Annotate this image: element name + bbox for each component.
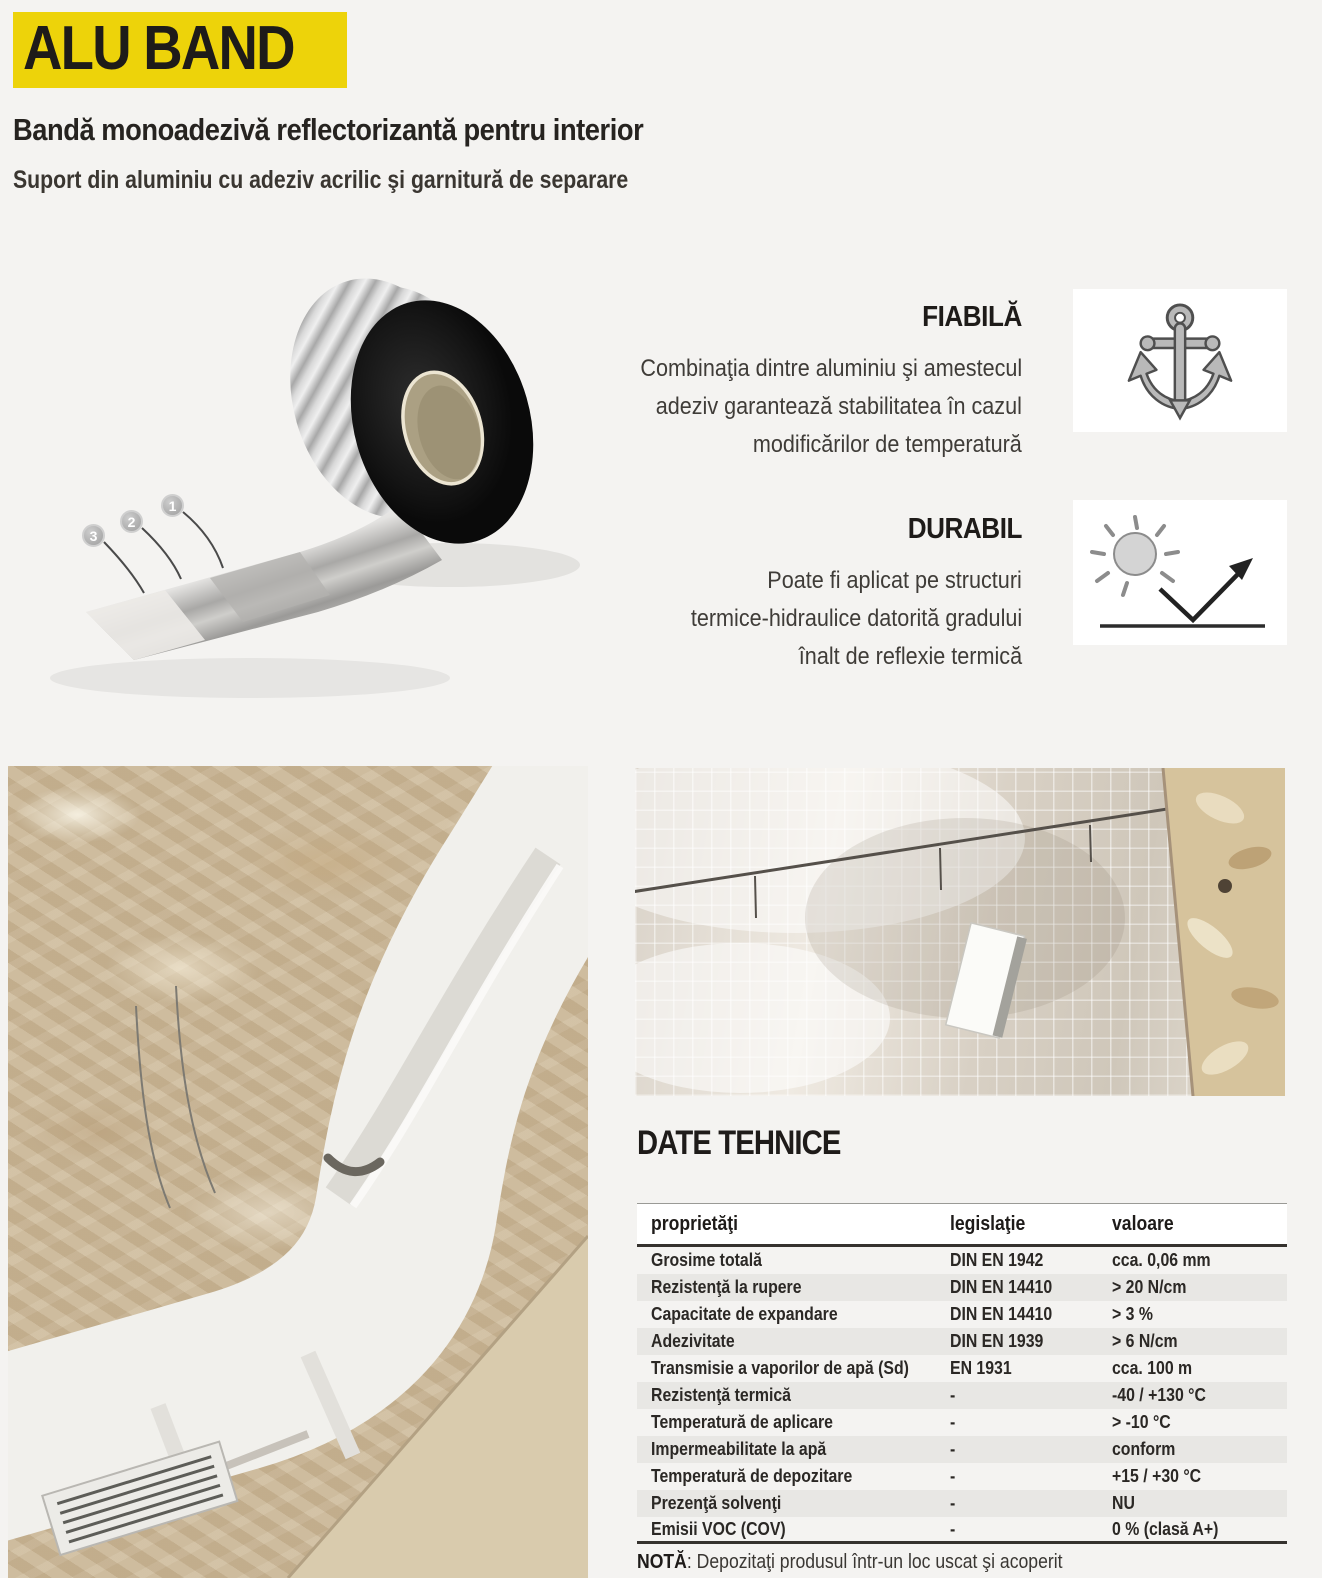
callout-2: 2 xyxy=(120,510,143,533)
note-text: : Depozitaţi produsul într-un loc uscat şi acoperit xyxy=(686,1551,1063,1573)
col-header-value: valoare xyxy=(1112,1212,1174,1235)
feature-text-line: înalt de reflexie termică xyxy=(798,643,1022,670)
cell-value: > 6 N/cm xyxy=(1112,1331,1178,1351)
callout-3: 3 xyxy=(82,524,105,547)
feature-icon-box-fiabila xyxy=(1073,289,1287,432)
cell-legislation: DIN EN 1939 xyxy=(950,1331,1044,1351)
cell-property: Transmisie a vaporilor de apă (Sd) xyxy=(651,1358,909,1378)
tech-section-heading: DATE TEHNICE xyxy=(637,1124,841,1162)
cell-legislation: - xyxy=(950,1493,956,1513)
cell-property: Prezenţă solvenţi xyxy=(651,1493,782,1513)
table-row xyxy=(637,1328,1287,1355)
table-row xyxy=(637,1382,1287,1409)
photo-duct-installation xyxy=(8,766,588,1578)
cell-value: > 3 % xyxy=(1112,1304,1153,1324)
table-row xyxy=(637,1274,1287,1301)
cell-value: -40 / +130 °C xyxy=(1112,1385,1206,1405)
note-label: NOTĂ xyxy=(637,1551,687,1573)
tech-table xyxy=(637,1203,1287,1544)
table-row xyxy=(637,1436,1287,1463)
title-highlight xyxy=(13,12,347,88)
product-subtitle: Bandă monoadezivă reflectorizantă pentru interior xyxy=(13,112,644,147)
sun-reflection-icon xyxy=(1085,509,1275,637)
cell-property: Rezistenţă la rupere xyxy=(651,1277,802,1297)
feature-title-fiabila: FIABILĂ xyxy=(922,301,1022,333)
cell-legislation: - xyxy=(950,1439,956,1459)
table-row xyxy=(637,1355,1287,1382)
col-header-property: proprietăţi xyxy=(651,1212,739,1235)
photo-foil-application xyxy=(635,768,1285,1096)
cell-property: Rezistenţă termică xyxy=(651,1385,791,1405)
feature-text-line: termice-hidraulice datorită gradului xyxy=(690,605,1022,632)
cell-legislation: - xyxy=(950,1385,956,1405)
cell-value: > -10 °C xyxy=(1112,1412,1171,1432)
cell-property: Grosime totală xyxy=(651,1250,762,1270)
cell-property: Temperatură de depozitare xyxy=(651,1466,853,1486)
product-description: Suport din aluminiu cu adeziv acrilic şi garnitură de separare xyxy=(13,166,629,194)
cell-value: > 20 N/cm xyxy=(1112,1277,1187,1297)
cell-legislation: EN 1931 xyxy=(950,1358,1012,1378)
cell-property: Capacitate de expandare xyxy=(651,1304,838,1324)
anchor-icon xyxy=(1121,298,1239,424)
cell-value: cca. 0,06 mm xyxy=(1112,1250,1211,1270)
storage-note xyxy=(637,1551,1121,1574)
feature-text-line: Combinaţia dintre aluminiu şi amestecul xyxy=(640,355,1022,382)
feature-text-fiabila xyxy=(540,350,1022,464)
table-row xyxy=(637,1409,1287,1436)
cell-legislation: - xyxy=(950,1466,956,1486)
cell-value: NU xyxy=(1112,1493,1135,1513)
table-row xyxy=(637,1247,1287,1274)
table-row xyxy=(637,1301,1287,1328)
feature-text-line: modificărilor de temperatură xyxy=(753,431,1022,458)
col-header-legislation: legislaţie xyxy=(950,1212,1026,1235)
feature-icon-box-durabil xyxy=(1073,500,1287,645)
cell-legislation: DIN EN 14410 xyxy=(950,1277,1053,1297)
cell-legislation: - xyxy=(950,1518,956,1539)
cell-legislation: DIN EN 14410 xyxy=(950,1304,1053,1324)
feature-text-line: Poate fi aplicat pe structuri xyxy=(767,567,1022,594)
cell-value: +15 / +30 °C xyxy=(1112,1466,1202,1486)
cell-property: Temperatură de aplicare xyxy=(651,1412,833,1432)
cell-value: conform xyxy=(1112,1439,1176,1459)
page-title: ALU BAND xyxy=(23,14,294,83)
cell-property: Emisii VOC (COV) xyxy=(651,1518,786,1539)
cell-property: Adezivitate xyxy=(651,1331,735,1351)
table-header-row xyxy=(637,1203,1287,1247)
cell-value: cca. 100 m xyxy=(1112,1358,1193,1378)
cell-value: 0 % (clasă A+) xyxy=(1112,1518,1219,1539)
table-row xyxy=(637,1463,1287,1490)
cell-property: Impermeabilitate la apă xyxy=(651,1439,827,1459)
table-row xyxy=(637,1490,1287,1517)
feature-text-line: adeziv garantează stabilitatea în cazul xyxy=(655,393,1022,420)
feature-title-durabil: DURABIL xyxy=(907,513,1022,545)
table-row xyxy=(637,1517,1287,1544)
callout-1: 1 xyxy=(161,494,184,517)
feature-text-durabil xyxy=(540,562,1022,676)
cell-legislation: DIN EN 1942 xyxy=(950,1250,1044,1270)
cell-legislation: - xyxy=(950,1412,956,1432)
